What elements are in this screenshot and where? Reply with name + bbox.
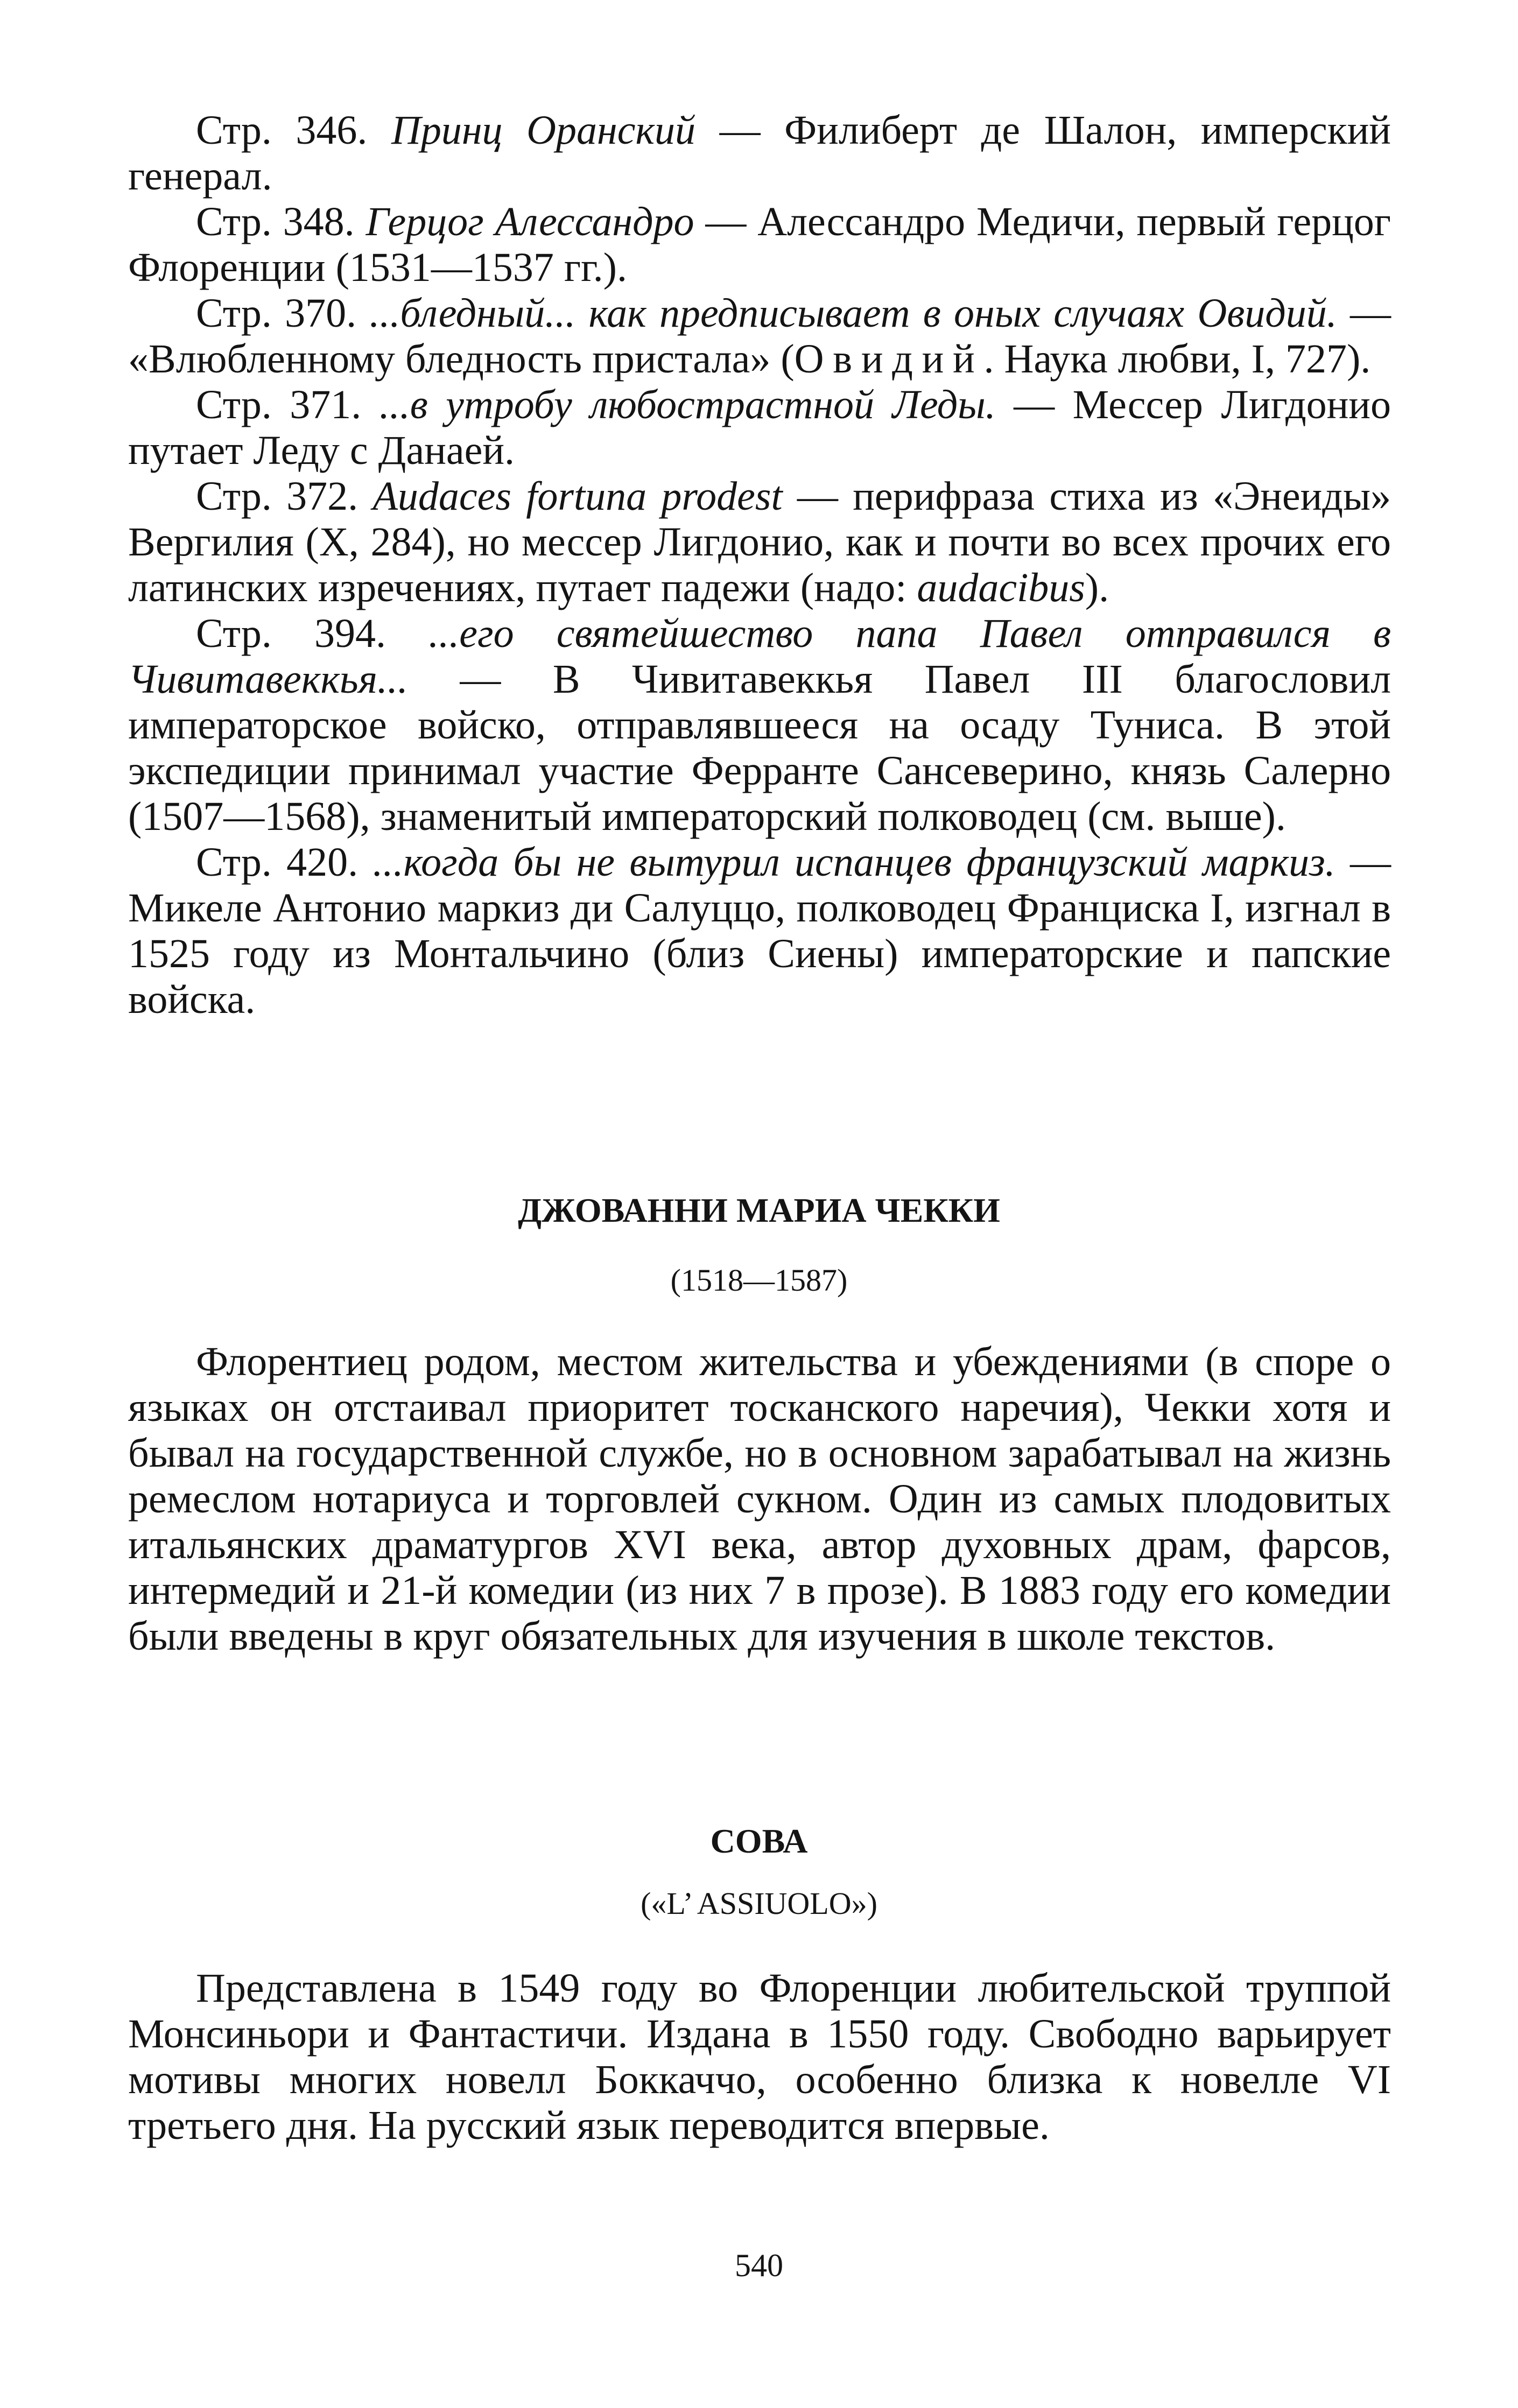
note-term: Герцог Алессандро — [366, 199, 694, 244]
note-p394 — [128, 611, 1391, 840]
note-text-tail: ). — [1085, 565, 1109, 610]
page-number: 540 — [735, 2248, 783, 2283]
play-heading: СОВА — [710, 1822, 808, 1860]
note-term-2: audacibus — [917, 565, 1085, 610]
note-text-tail: . Наука любви, I, 727). — [983, 336, 1371, 382]
note-ref: Стр. 348. — [196, 199, 366, 244]
author-dates: (1518—1587) — [670, 1263, 848, 1298]
note-p346 — [128, 108, 1391, 199]
note-text: — Филиберт де Шалон, имперский генерал. — [128, 108, 1391, 199]
note-term: Принц Оранский — [391, 108, 695, 153]
note-author: Овидий — [794, 336, 984, 382]
note-p370 — [128, 291, 1391, 382]
note-text: — В Чивитавеккья Павел III благословил императорское войско, отправлявшееся на осаду Туниса. В этой экспедиции принимал участие Ферранте Сансеверино, князь Салерно (1507—1568), знаменитый императорский полководец (см. выше). — [128, 657, 1391, 839]
note-ref: Стр. 420. — [196, 840, 373, 885]
note-p372 — [128, 474, 1391, 611]
play-description — [128, 1966, 1391, 2149]
author-bio — [128, 1339, 1391, 1659]
note-text: — Микеле Антонио маркиз ди Салуццо, полководец Франциска I, изгнал в 1525 году из Монтальчино (близ Сиены) императорские и папские войска. — [128, 840, 1392, 1022]
note-p348 — [128, 199, 1391, 291]
note-text: — Мессер Лигдонио путает Леду с Данаей. — [128, 382, 1391, 473]
note-text: — перифраза стиха из «Энеиды» Вергилия (X, 284), но мессер Лигдонио, как и почти во всех прочих его латинских изречениях, путает падежи (надо: — [128, 474, 1392, 610]
note-ref: Стр. 372. — [196, 474, 373, 519]
note-ref: Стр. 346. — [196, 108, 391, 153]
note-term: ...в утробу любострастной Леды. — [379, 382, 996, 427]
note-p371 — [128, 382, 1391, 474]
note-term: ...его святейшество папа Павел отправился в Чивитавеккья... — [128, 611, 1391, 702]
author-bio-paragraph: Флорентиец родом, местом жительства и убеждениями (в споре о языках он отстаивал приоритет тосканского наречия), Чекки хотя и бывал на государственной службе, но в основном зарабатывал на жизнь ремеслом нотариуса и торговлей сукном. Один из самых плодовитых итальянских драматургов XVI века, автор духовных драм, фарсов, интермедий и 21-й комедии (из них 7 в прозе). В 1883 году его комедии были введены в круг обязательных для изучения в школе текстов. — [128, 1339, 1391, 1659]
note-ref: Стр. 394. — [196, 611, 429, 656]
note-text: — Алессандро Медичи, первый герцог Флоренции (1531—1537 гг.). — [128, 199, 1391, 290]
note-ref: Стр. 371. — [196, 382, 380, 427]
play-original-title: («L’ ASSIUOLO») — [641, 1886, 877, 1921]
note-text: — «Влюбленному бледность пристала» ( — [128, 291, 1391, 382]
note-ref: Стр. 370. — [196, 291, 370, 336]
note-term: Audaces fortuna prodest — [373, 474, 783, 519]
note-p420 — [128, 840, 1391, 1023]
commentary-notes — [128, 108, 1391, 1023]
author-heading: ДЖОВАННИ МАРИА ЧЕККИ — [518, 1191, 1000, 1229]
note-term: ...когда бы не вытурил испанцев французский маркиз. — [373, 840, 1336, 885]
note-term: ...бледный... как предписывает в оных случаях Овидий. — [369, 291, 1337, 336]
play-description-paragraph: Представлена в 1549 году во Флоренции любительской труппой Монсиньори и Фантастичи. Издана в 1550 году. Свободно варьирует мотивы многих новелл Боккаччо, особенно близка к новелле VI третьего дня. На русский язык переводится впервые. — [128, 1966, 1391, 2148]
